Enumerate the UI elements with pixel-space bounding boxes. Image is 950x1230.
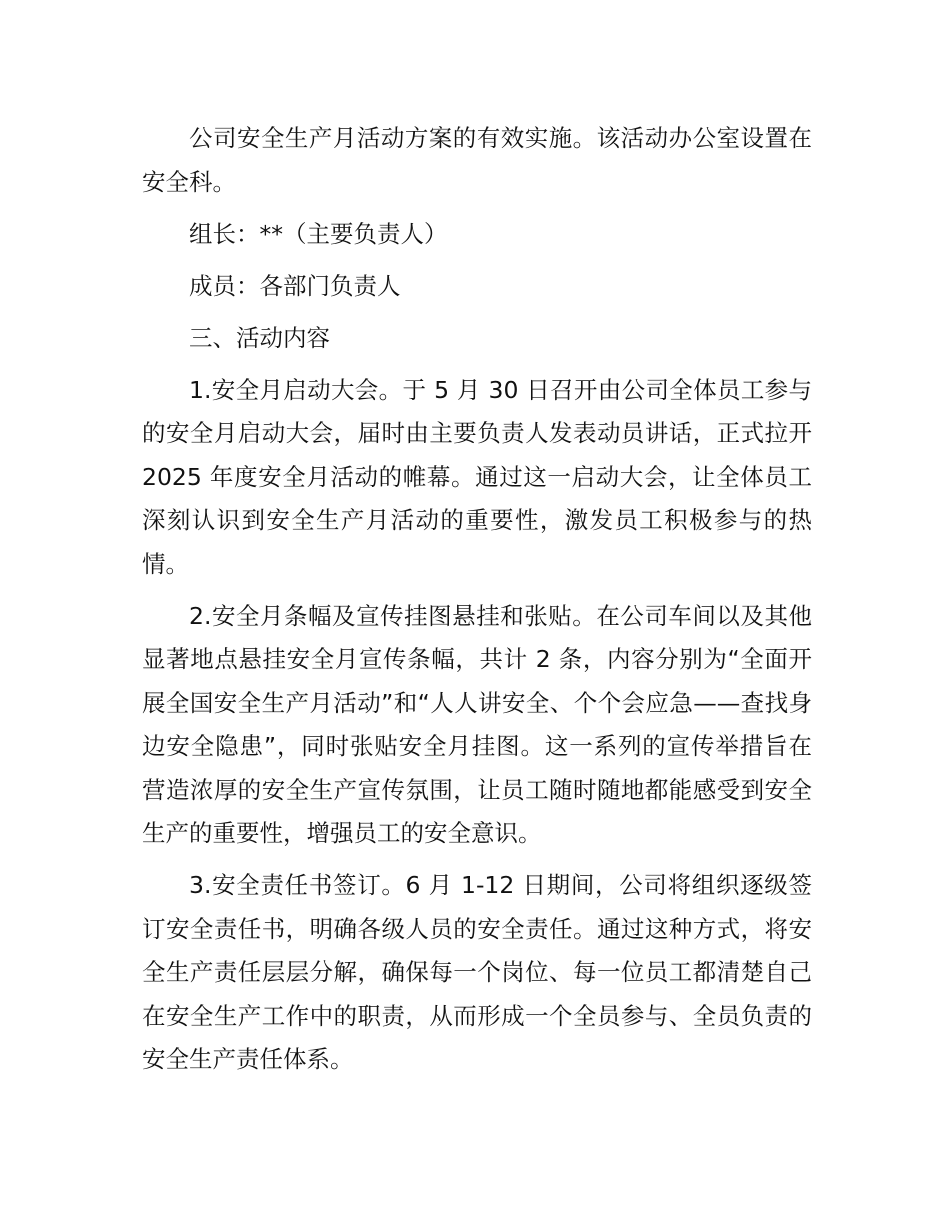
paragraph-continuation: 公司安全生产月活动方案的有效实施。该活动办公室设置在安全科。 xyxy=(142,124,812,196)
paragraph-item-2-banners: 2.安全月条幅及宣传挂图悬挂和张贴。在公司车间以及其他显著地点悬挂安全月宣传条幅，共计 2 条，内容分别为“全面开展全国安全生产月活动”和“人人讲安全、个个会应急——查找身边安全隐患”，同时张贴安全月挂图。这一系列的宣传举措旨在营造浓厚的安全生产宣传氛围，让员工随时随地都能感受到安全生产的重要性，增强员工的安全意识。 xyxy=(142,601,812,847)
paragraph-item-3-responsibility: 3.安全责任书签订。6 月 1-12 日期间，公司将组织逐级签订安全责任书，明确各级人员的安全责任。通过这种方式，将安全生产责任层层分解，确保每一个岗位、每一位员工都清楚自己在安全生产工作中的职责，从而形成一个全员参与、全员负责的安全生产责任体系。 xyxy=(142,871,812,1073)
document-body xyxy=(142,117,812,1090)
paragraph-team-members: 成员：各部门负责人 xyxy=(189,271,401,300)
paragraph-item-1-kickoff: 1.安全月启动大会。于 5 月 30 日召开由公司全体员工参与的安全月启动大会，届时由主要负责人发表动员讲话，正式拉开 2025 年度安全月活动的帷幕。通过这一启动大会，让全体员工深刻认识到安全生产月活动的重要性，激发员工积极参与的热情。 xyxy=(142,375,812,578)
section-heading-activity-content: 三、活动内容 xyxy=(189,323,330,352)
paragraph-team-leader: 组长：**（主要负责人） xyxy=(189,219,448,248)
